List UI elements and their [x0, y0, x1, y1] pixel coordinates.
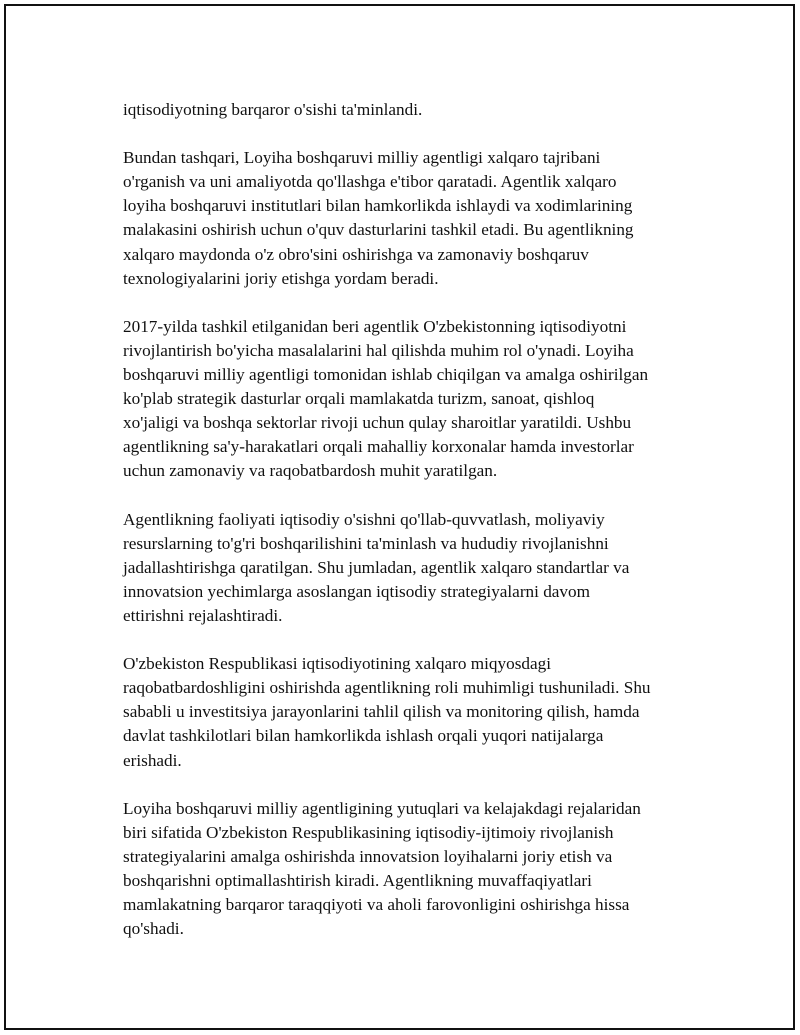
text-line: loyiha boshqaruvi institutlari bilan hamkorlikda ishlaydi va xodimlarining — [123, 196, 633, 216]
text-line: davlat tashkilotlari bilan hamkorlikda ishlash orqali yuqori natijalarga — [123, 726, 604, 746]
page-content — [123, 98, 703, 965]
text-line: xo'jaligi va boshqa sektorlar rivoji uchun qulay sharoitlar yaratildi. Ushbu — [123, 413, 632, 433]
text-line: Loyiha boshqaruvi milliy agentligining yutuqlari va kelajakdagi rejalaridan — [123, 798, 641, 818]
paragraph-1 — [123, 98, 703, 122]
text-line: texnologiyalarini joriy etishga yordam beradi. — [123, 268, 439, 288]
text-line: qo'shadi. — [123, 919, 184, 939]
text-line: biri sifatida O'zbekiston Respublikasining iqtisodiy-ijtimoiy rivojlanish — [123, 822, 614, 842]
text-line: raqobatbardoshligini oshirishda agentlikning roli muhimligi tushuniladi. Shu — [123, 678, 651, 698]
text-line: sababli u investitsiya jarayonlarini tahlil qilish va monitoring qilish, hamda — [123, 702, 640, 722]
text-line: 2017-yilda tashkil etilganidan beri agentlik O'zbekistonning iqtisodiyotni — [123, 316, 627, 336]
text-line: ettirishni rejalashtiradi. — [123, 605, 283, 625]
text-line: Agentlikning faoliyati iqtisodiy o'sishni qo'llab-quvvatlash, moliyaviy — [123, 509, 605, 529]
text-line: resurslarning to'g'ri boshqarilishini ta'minlash va hududiy rivojlanishni — [123, 533, 609, 553]
text-line: iqtisodiyotning barqaror o'sishi ta'minlandi. — [123, 100, 423, 119]
text-line: strategiyalarini amalga oshirishda innovatsion loyihalarni joriy etish va — [123, 846, 613, 866]
text-line: agentlikning sa'y-harakatlari orqali mahalliy korxonalar hamda investorlar — [123, 437, 634, 457]
text-line: rivojlantirish bo'yicha masalalarini hal qilishda muhim rol o'ynadi. Loyiha — [123, 340, 634, 360]
text-line: boshqarishni optimallashtirish kiradi. Agentlikning muvaffaqiyatlari — [123, 871, 592, 890]
text-line: boshqaruvi milliy agentligi tomonidan ishlab chiqilgan va amalga oshirilgan — [123, 365, 649, 385]
text-line: uchun zamonaviy va raqobatbardosh muhit yaratilgan. — [123, 461, 498, 481]
text-line: erishadi. — [123, 750, 182, 770]
text-line: mamlakatning barqaror taraqqiyoti va aholi farovonligini oshirishga hissa — [123, 895, 630, 915]
paragraph-6 — [123, 797, 703, 942]
paragraph-5 — [123, 652, 703, 772]
text-line: o'rganish va uni amaliyotda qo'llashga e'tibor qaratadi. Agentlik xalqaro — [123, 172, 617, 192]
text-line: ko'plab strategik dasturlar orqali mamlakatda turizm, sanoat, qishloq — [123, 389, 595, 409]
paragraph-4 — [123, 508, 703, 628]
text-line: O'zbekiston Respublikasi iqtisodiyotining xalqaro miqyosdagi — [123, 654, 551, 674]
paragraph-3 — [123, 315, 703, 484]
text-line: Bundan tashqari, Loyiha boshqaruvi milliy agentligi xalqaro tajribani — [123, 148, 601, 168]
text-line: innovatsion yechimlarga asoslangan iqtisodiy strategiyalarni davom — [123, 581, 590, 601]
text-line: malakasini oshirish uchun o'quv dasturlarini tashkil etadi. Bu agentlikning — [123, 220, 634, 240]
page-frame — [4, 4, 795, 1030]
paragraph-2 — [123, 146, 703, 291]
text-line: xalqaro maydonda o'z obro'sini oshirishga va zamonaviy boshqaruv — [123, 244, 589, 264]
text-line: jadallashtirishga qaratilgan. Shu jumladan, agentlik xalqaro standartlar va — [123, 557, 630, 577]
